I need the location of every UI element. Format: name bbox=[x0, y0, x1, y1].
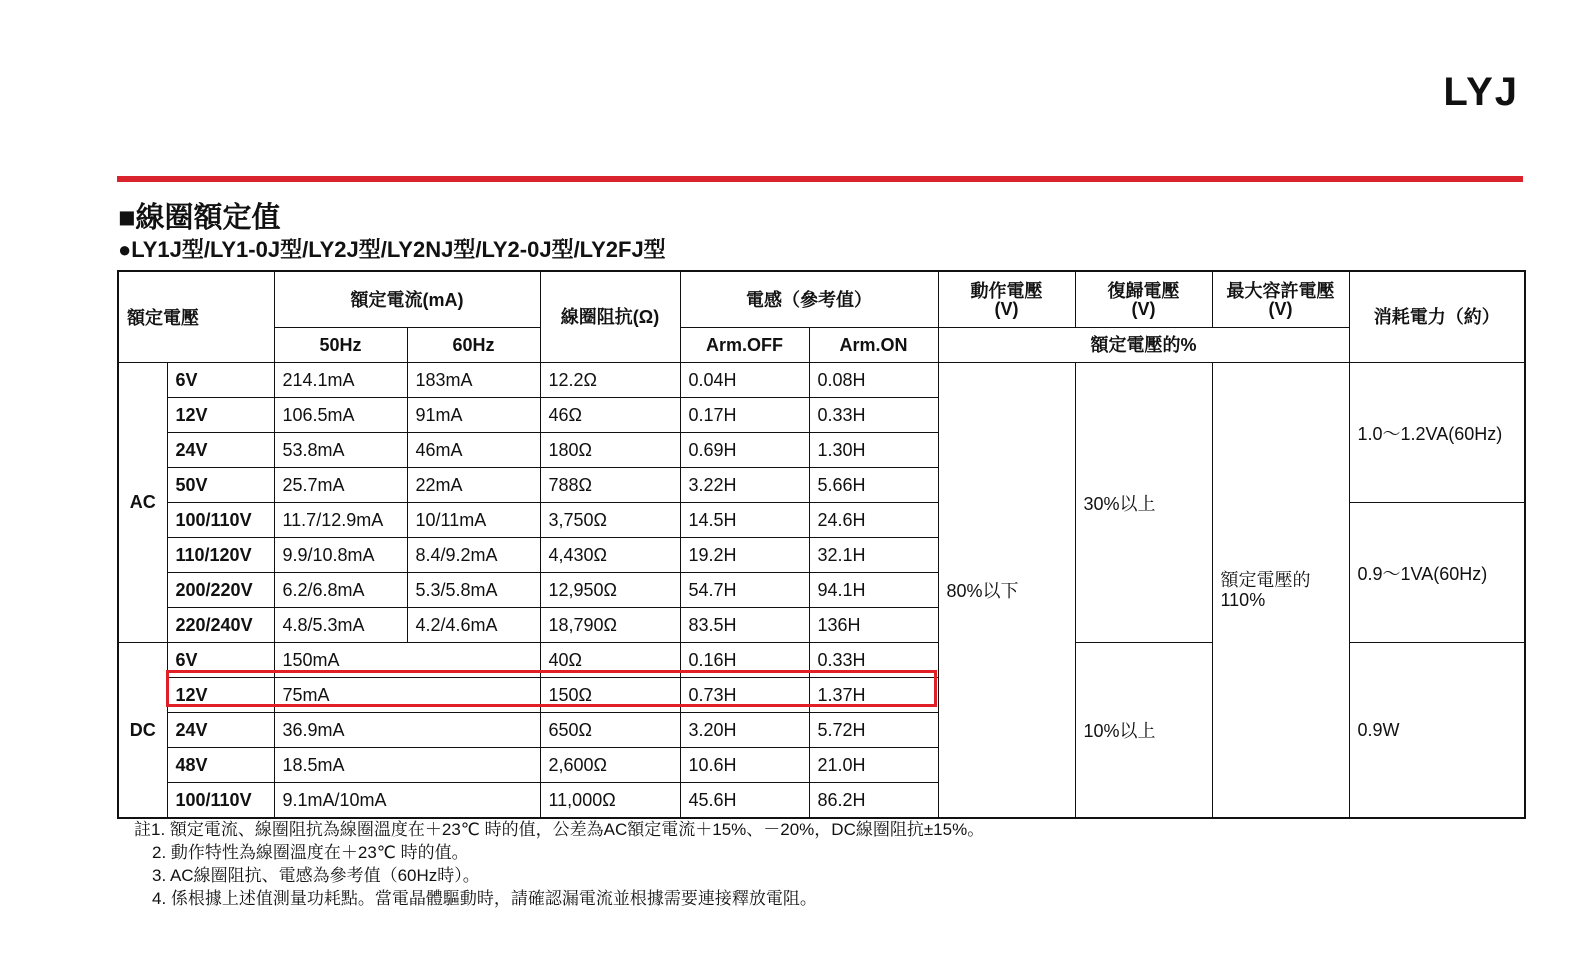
note-2: 2. 動作特性為線圈溫度在＋23℃ 時的值。 bbox=[152, 843, 469, 862]
header-percent-rated: 額定電壓的% bbox=[938, 328, 1349, 363]
dc-current-cell: 75mA bbox=[274, 678, 540, 713]
arm-off-cell: 45.6H bbox=[680, 783, 809, 819]
note-1: 註1. 額定電流、線圈阻抗為線圈溫度在＋23℃ 時的值，公差為AC額定電流＋15%、－20%，DC線圈阻抗±15%。 bbox=[134, 820, 985, 839]
current-60hz-cell: 8.4/9.2mA bbox=[407, 538, 540, 573]
header-power: 消耗電力（約） bbox=[1349, 271, 1525, 363]
voltage-cell: 6V bbox=[167, 643, 274, 678]
header-rated-voltage: 額定電壓 bbox=[118, 271, 274, 363]
header-rated-current: 額定電流(mA) bbox=[274, 271, 540, 328]
red-divider bbox=[117, 176, 1523, 182]
arm-on-cell: 0.08H bbox=[809, 363, 938, 398]
section-title: ■線圈額定值 bbox=[118, 202, 281, 234]
resistance-cell: 12.2Ω bbox=[540, 363, 680, 398]
ac-power-high: 0.9～1VA(60Hz) bbox=[1349, 503, 1525, 643]
resistance-cell: 180Ω bbox=[540, 433, 680, 468]
dropout-unit: (V) bbox=[1131, 298, 1156, 319]
current-50hz-cell: 106.5mA bbox=[274, 398, 407, 433]
current-50hz-cell: 25.7mA bbox=[274, 468, 407, 503]
arm-on-cell: 32.1H bbox=[809, 538, 938, 573]
resistance-cell: 11,000Ω bbox=[540, 783, 680, 819]
current-60hz-cell: 22mA bbox=[407, 468, 540, 503]
arm-on-cell: 5.72H bbox=[809, 713, 938, 748]
voltage-cell: 220/240V bbox=[167, 608, 274, 643]
current-60hz-cell: 183mA bbox=[407, 363, 540, 398]
max-unit: (V) bbox=[1268, 298, 1293, 319]
voltage-cell: 24V bbox=[167, 433, 274, 468]
current-50hz-cell: 9.9/10.8mA bbox=[274, 538, 407, 573]
arm-on-cell: 21.0H bbox=[809, 748, 938, 783]
arm-off-cell: 0.73H bbox=[680, 678, 809, 713]
header-50hz: 50Hz bbox=[274, 328, 407, 363]
ac-dropout-value: 30%以上 bbox=[1075, 363, 1212, 643]
voltage-cell: 100/110V bbox=[167, 783, 274, 819]
brand-logo: LYJ bbox=[1443, 70, 1519, 114]
resistance-cell: 788Ω bbox=[540, 468, 680, 503]
resistance-cell: 2,600Ω bbox=[540, 748, 680, 783]
current-60hz-cell: 5.3/5.8mA bbox=[407, 573, 540, 608]
header-pickup-voltage bbox=[938, 271, 1075, 328]
voltage-cell: 48V bbox=[167, 748, 274, 783]
arm-on-cell: 1.37H bbox=[809, 678, 938, 713]
note-3: 3. AC線圈阻抗、電感為參考值（60Hz時）。 bbox=[152, 866, 480, 885]
voltage-cell: 100/110V bbox=[167, 503, 274, 538]
header-row-1 bbox=[118, 271, 1525, 328]
current-60hz-cell: 91mA bbox=[407, 398, 540, 433]
table-row bbox=[118, 363, 1525, 398]
arm-off-cell: 54.7H bbox=[680, 573, 809, 608]
current-60hz-cell: 4.2/4.6mA bbox=[407, 608, 540, 643]
arm-on-cell: 136H bbox=[809, 608, 938, 643]
arm-off-cell: 83.5H bbox=[680, 608, 809, 643]
current-60hz-cell: 10/11mA bbox=[407, 503, 540, 538]
arm-off-cell: 0.04H bbox=[680, 363, 809, 398]
current-50hz-cell: 214.1mA bbox=[274, 363, 407, 398]
dc-current-cell: 9.1mA/10mA bbox=[274, 783, 540, 819]
arm-on-cell: 24.6H bbox=[809, 503, 938, 538]
resistance-cell: 46Ω bbox=[540, 398, 680, 433]
voltage-cell: 24V bbox=[167, 713, 274, 748]
dc-current-cell: 36.9mA bbox=[274, 713, 540, 748]
voltage-cell: 12V bbox=[167, 398, 274, 433]
current-60hz-cell: 46mA bbox=[407, 433, 540, 468]
voltage-cell: 110/120V bbox=[167, 538, 274, 573]
arm-off-cell: 0.16H bbox=[680, 643, 809, 678]
arm-off-cell: 3.20H bbox=[680, 713, 809, 748]
header-arm-on: Arm.ON bbox=[809, 328, 938, 363]
header-coil-resistance: 線圈阻抗(Ω) bbox=[540, 271, 680, 363]
arm-off-cell: 10.6H bbox=[680, 748, 809, 783]
dropout-label: 復歸電壓 bbox=[1107, 280, 1180, 301]
arm-on-cell: 5.66H bbox=[809, 468, 938, 503]
pickup-label: 動作電壓 bbox=[970, 280, 1043, 301]
arm-off-cell: 0.69H bbox=[680, 433, 809, 468]
voltage-cell: 12V bbox=[167, 678, 274, 713]
arm-off-cell: 14.5H bbox=[680, 503, 809, 538]
header-max-voltage bbox=[1212, 271, 1349, 328]
dc-power-value: 0.9W bbox=[1349, 643, 1525, 819]
arm-on-cell: 0.33H bbox=[809, 643, 938, 678]
dc-current-cell: 18.5mA bbox=[274, 748, 540, 783]
header-arm-off: Arm.OFF bbox=[680, 328, 809, 363]
arm-on-cell: 1.30H bbox=[809, 433, 938, 468]
current-50hz-cell: 53.8mA bbox=[274, 433, 407, 468]
dc-current-cell: 150mA bbox=[274, 643, 540, 678]
note-4: 4. 係根據上述值測量功耗點。當電晶體驅動時，請確認漏電流並根據需要連接釋放電阻。 bbox=[152, 889, 817, 908]
max-label: 最大容許電壓 bbox=[1226, 280, 1335, 301]
ac-power-low: 1.0～1.2VA(60Hz) bbox=[1349, 363, 1525, 503]
resistance-cell: 150Ω bbox=[540, 678, 680, 713]
current-50hz-cell: 6.2/6.8mA bbox=[274, 573, 407, 608]
arm-off-cell: 3.22H bbox=[680, 468, 809, 503]
resistance-cell: 40Ω bbox=[540, 643, 680, 678]
footnotes bbox=[134, 818, 984, 910]
header-row-2 bbox=[118, 328, 1525, 363]
arm-on-cell: 94.1H bbox=[809, 573, 938, 608]
resistance-cell: 12,950Ω bbox=[540, 573, 680, 608]
header-60hz: 60Hz bbox=[407, 328, 540, 363]
arm-on-cell: 86.2H bbox=[809, 783, 938, 819]
resistance-cell: 4,430Ω bbox=[540, 538, 680, 573]
resistance-cell: 18,790Ω bbox=[540, 608, 680, 643]
current-50hz-cell: 4.8/5.3mA bbox=[274, 608, 407, 643]
arm-off-cell: 0.17H bbox=[680, 398, 809, 433]
max-voltage-value: 額定電壓的110% bbox=[1212, 363, 1349, 819]
current-50hz-cell: 11.7/12.9mA bbox=[274, 503, 407, 538]
arm-off-cell: 19.2H bbox=[680, 538, 809, 573]
dc-group-label: DC bbox=[118, 643, 167, 819]
arm-on-cell: 0.33H bbox=[809, 398, 938, 433]
voltage-cell: 50V bbox=[167, 468, 274, 503]
ac-group-label: AC bbox=[118, 363, 167, 643]
pickup-value: 80%以下 bbox=[938, 363, 1075, 819]
resistance-cell: 650Ω bbox=[540, 713, 680, 748]
pickup-unit: (V) bbox=[994, 298, 1019, 319]
dc-dropout-value: 10%以上 bbox=[1075, 643, 1212, 819]
resistance-cell: 3,750Ω bbox=[540, 503, 680, 538]
voltage-cell: 6V bbox=[167, 363, 274, 398]
coil-rating-table bbox=[117, 270, 1526, 819]
section-subtitle: ●LY1J型/LY1-0J型/LY2J型/LY2NJ型/LY2-0J型/LY2FJ型 bbox=[118, 237, 666, 262]
header-inductance: 電感（參考值） bbox=[680, 271, 938, 328]
header-dropout-voltage bbox=[1075, 271, 1212, 328]
voltage-cell: 200/220V bbox=[167, 573, 274, 608]
